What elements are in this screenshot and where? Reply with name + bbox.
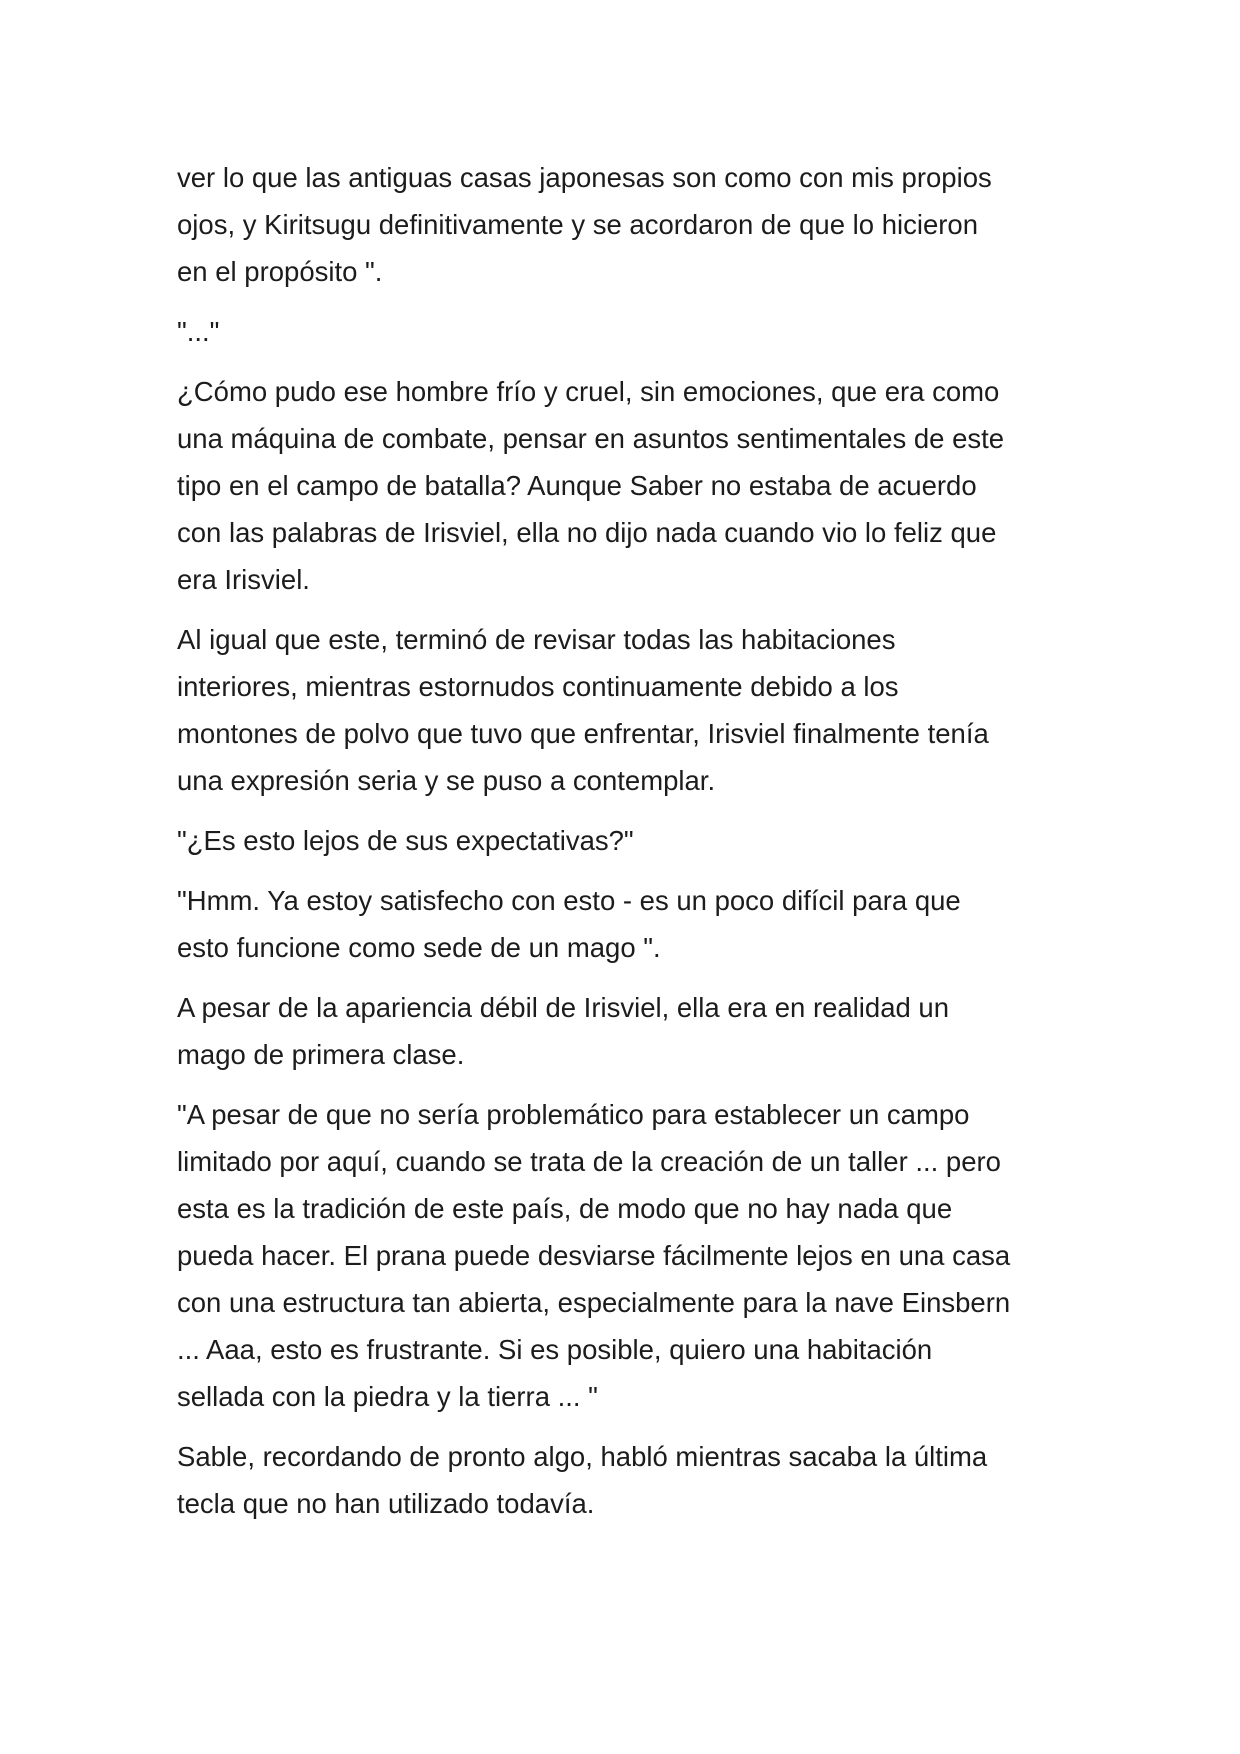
text-line: "¿Es esto lejos de sus expectativas?" bbox=[177, 825, 634, 856]
text-line: montones de polvo que tuvo que enfrentar, Irisviel finalmente tenía bbox=[177, 718, 989, 749]
text-line: Sable, recordando de pronto algo, habló mientras sacaba la última bbox=[177, 1441, 988, 1472]
text-line: ¿Cómo pudo ese hombre frío y cruel, sin emociones, que era como bbox=[177, 376, 1000, 407]
text-line: ver lo que las antiguas casas japonesas son como con mis propios bbox=[177, 162, 992, 193]
text-line: en el propósito ". bbox=[177, 256, 383, 287]
paragraph-4 bbox=[177, 616, 1077, 804]
paragraph-9 bbox=[177, 1433, 1077, 1527]
text-line: Al igual que este, terminó de revisar todas las habitaciones bbox=[177, 624, 896, 655]
text-line: pueda hacer. El prana puede desviarse fácilmente lejos en una casa bbox=[177, 1240, 1011, 1271]
body-text bbox=[177, 154, 1077, 1540]
text-line: esta es la tradición de este país, de modo que no hay nada que bbox=[177, 1193, 953, 1224]
text-line: sellada con la piedra y la tierra ... " bbox=[177, 1381, 598, 1412]
text-line: una máquina de combate, pensar en asuntos sentimentales de este bbox=[177, 423, 1005, 454]
text-line: con una estructura tan abierta, especialmente para la nave Einsbern bbox=[177, 1287, 1011, 1318]
paragraph-2 bbox=[177, 308, 1077, 355]
text-line: "A pesar de que no sería problemático para establecer un campo bbox=[177, 1099, 970, 1130]
text-line: ojos, y Kiritsugu definitivamente y se acordaron de que lo hicieron bbox=[177, 209, 979, 240]
text-line: era Irisviel. bbox=[177, 564, 310, 595]
paragraph-7 bbox=[177, 984, 1077, 1078]
paragraph-6 bbox=[177, 877, 1077, 971]
text-line: tipo en el campo de batalla? Aunque Saber no estaba de acuerdo bbox=[177, 470, 977, 501]
paragraph-5 bbox=[177, 817, 1077, 864]
text-line: "Hmm. Ya estoy satisfecho con esto - es un poco difícil para que bbox=[177, 885, 961, 916]
text-line: una expresión seria y se puso a contemplar. bbox=[177, 765, 716, 796]
text-line: interiores, mientras estornudos continuamente debido a los bbox=[177, 671, 899, 702]
text-line: mago de primera clase. bbox=[177, 1039, 465, 1070]
paragraph-3 bbox=[177, 368, 1077, 603]
text-line: "..." bbox=[177, 316, 220, 347]
text-line: con las palabras de Irisviel, ella no dijo nada cuando vio lo feliz que bbox=[177, 517, 997, 548]
paragraph-8 bbox=[177, 1091, 1077, 1420]
text-line: limitado por aquí, cuando se trata de la creación de un taller ... pero bbox=[177, 1146, 1001, 1177]
paragraph-1 bbox=[177, 154, 1077, 295]
text-line: ... Aaa, esto es frustrante. Si es posible, quiero una habitación bbox=[177, 1334, 933, 1365]
text-line: tecla que no han utilizado todavía. bbox=[177, 1488, 595, 1519]
text-line: esto funcione como sede de un mago ". bbox=[177, 932, 661, 963]
text-line: A pesar de la apariencia débil de Irisviel, ella era en realidad un bbox=[177, 992, 950, 1023]
